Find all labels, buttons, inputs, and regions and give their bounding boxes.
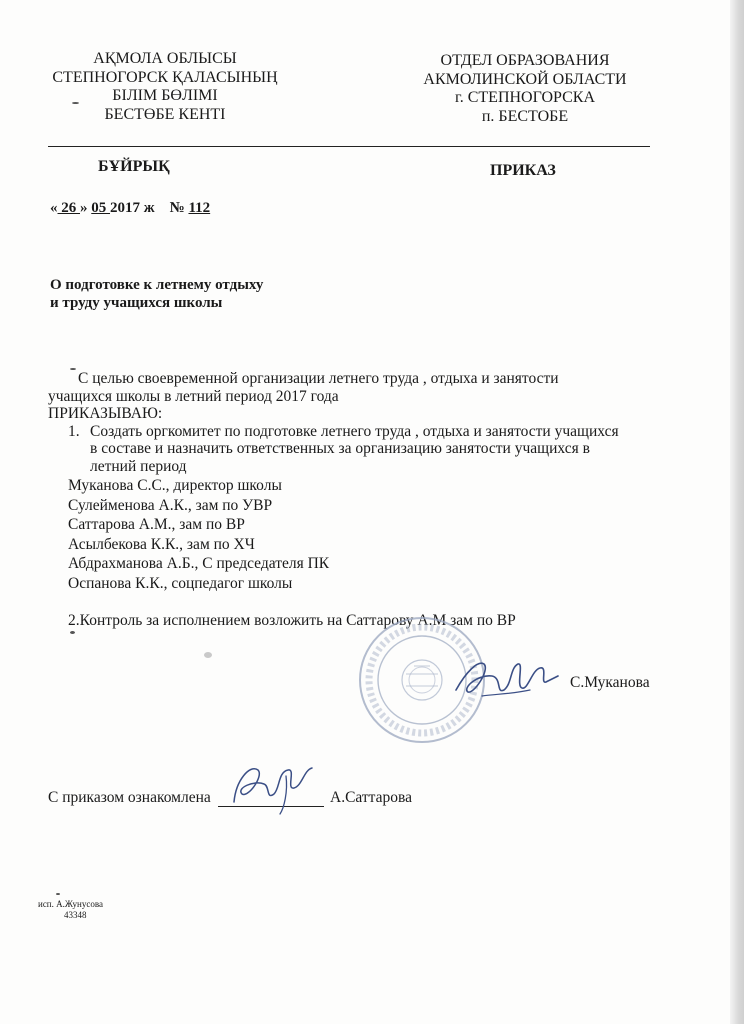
acknowledged-signature — [228, 758, 324, 818]
title-russian: ПРИКАЗ — [490, 162, 556, 179]
date-open-quote: « — [50, 200, 58, 216]
director-signature — [452, 650, 562, 708]
order-number: 112 — [188, 200, 211, 216]
member-5: Абдрахманова А.Б., С председателя ПК — [68, 555, 330, 572]
header-ru-line-2: АКМОЛИНСКОЙ ОБЛАСТИ — [423, 70, 627, 88]
scan-speck — [70, 631, 75, 634]
header-kazakh — [30, 50, 300, 124]
acknowledged-label: С приказом ознакомлена — [48, 789, 211, 806]
scan-speck — [72, 102, 79, 104]
executor-note — [38, 899, 103, 921]
order-day: 26 — [57, 200, 80, 216]
member-3: Саттарова А.М., зам по ВР — [68, 516, 245, 533]
member-4: Асылбекова К.К., зам по ХЧ — [68, 535, 255, 553]
scan-speck — [70, 368, 76, 370]
executor-name: исп. А.Жунусова — [38, 899, 103, 909]
member-1: Муканова С.С., директор школы — [68, 477, 282, 494]
committee-members — [48, 476, 619, 593]
title-kazakh: БҰЙРЫҚ — [98, 158, 170, 175]
acknowledged-name: А.Саттарова — [330, 789, 412, 806]
subject-line-1: О подготовке к летнему отдыху — [50, 277, 264, 293]
order-item-2-control: 2.Контроль за исполнением возложить на Саттарову А.М зам по ВР — [68, 612, 516, 629]
intro-line-1: С целью своевременной организации летнего труда , отдыха и занятости — [78, 370, 559, 387]
order-word: ПРИКАЗЫВАЮ: — [48, 405, 163, 422]
scan-edge-shadow — [730, 0, 744, 1024]
executor-phone: 43348 — [64, 910, 87, 920]
subject-line-2: и труду учащихся школы — [50, 295, 223, 311]
order-month: 05 — [91, 200, 110, 216]
header-kz-line-1: АҚМОЛА ОБЛЫСЫ — [93, 50, 237, 67]
member-2: Сулейменова А.К., зам по УВР — [68, 496, 273, 514]
intro-line-2: учащихся школы в летний период 2017 года — [48, 387, 339, 405]
header-kz-line-4: БЕСТӨБЕ КЕНТІ — [104, 105, 226, 123]
order-date-number — [50, 200, 210, 217]
header-ru-line-4: п. БЕСТОБЕ — [481, 107, 569, 125]
order-item-1 — [48, 423, 619, 476]
order-subject — [50, 276, 263, 312]
item-1-line-1: Создать оргкомитет по подготовке летнего труда , отдыха и занятости учащихся — [90, 422, 619, 440]
item-1-line-3: летний период — [90, 457, 187, 475]
header-kz-line-2: СТЕПНОГОРСК ҚАЛАСЫНЫҢ — [52, 68, 278, 86]
scan-speck — [56, 893, 60, 895]
member-6: Оспанова К.К., соцпедагог школы — [68, 574, 293, 592]
header-kz-line-3: БІЛІМ БӨЛІМІ — [112, 87, 218, 104]
scan-speck — [204, 652, 212, 658]
order-year: 2017 ж — [110, 200, 155, 216]
date-close-quote: » — [80, 200, 88, 216]
header-ru-line-3: г. СТЕПНОГОРСКА — [454, 89, 596, 106]
header-divider — [48, 146, 650, 147]
header-russian — [405, 52, 645, 126]
item-1-number: 1. — [68, 422, 80, 440]
number-sign: № — [169, 200, 185, 216]
director-name: С.Муканова — [570, 674, 650, 691]
order-body — [48, 370, 619, 630]
header-ru-line-1: ОТДЕЛ ОБРАЗОВАНИЯ — [440, 52, 610, 69]
item-1-line-2: в составе и назначить ответственных за организацию занятости учащихся в — [90, 440, 590, 457]
